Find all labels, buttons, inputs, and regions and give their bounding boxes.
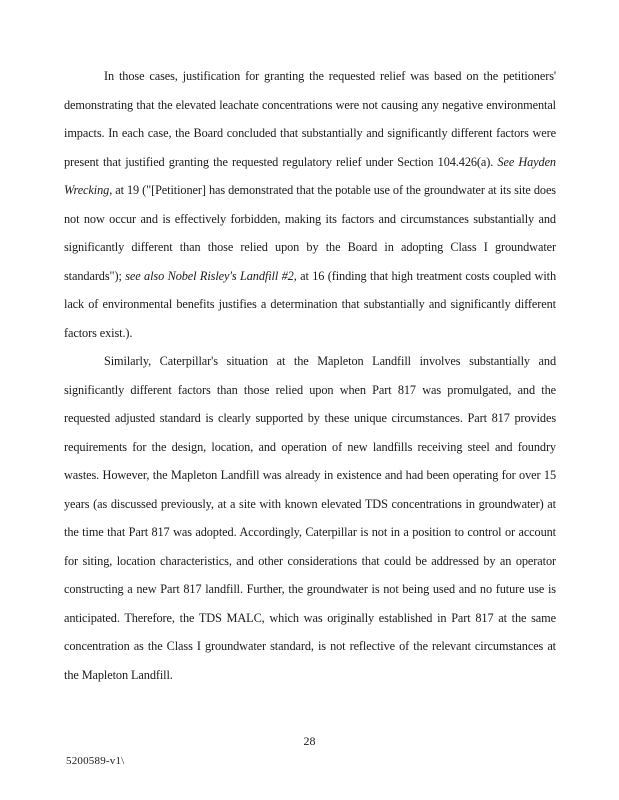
- text-run: In those cases, justification for granting the requested relief was based on the petitioners' demonstrating that the elevated leachate concentrations were not causing any negative environmental impacts. In each case, the Board concluded that substantially and significantly different factors were present that justified granting the requested regulatory relief under Section 104.426(a).: [64, 69, 556, 169]
- paragraph-justification: [64, 62, 556, 347]
- text-run: , at 19 ("[Petitioner] has demonstrated that the potable use of the groundwater at its site does not now occur and is effectively forbidden, making its factors and circumstances substantially and significantly different than those relied upon by the Board in adopting Class I groundwater standards");: [64, 183, 556, 283]
- case-citation: see also Nobel Risley's Landfill #2: [125, 268, 294, 283]
- paragraph-caterpillar-situation: [64, 347, 556, 689]
- page-number: 28: [303, 734, 316, 748]
- text-run: , at 16 (finding that high treatment costs coupled with lack of environmental benefits justifies a determination that substantially and significantly different factors exist.).: [64, 268, 556, 340]
- document-body: [64, 62, 556, 689]
- text-run: Similarly, Caterpillar's situation at the Mapleton Landfill involves substantially and significantly different factors than those relied upon when Part 817 was promulgated, and the requested adjusted standard is clearly supported by these unique circumstances. Part 817 provides requirements for the design, location, and operation of new landfills receiving steel and foundry wastes. However, the Mapleton Landfill was already in existence and had been operating for over 15 years (as discussed previously, at a site with known elevated TDS concentrations in groundwater) at the time that Part 817 was adopted. Accordingly, Caterpillar is not in a position to control or account for siting, location characteristics, and other considerations that could be addressed by an operator constructing a new Part 817 landfill. Further, the groundwater is not being used and no future use is anticipated. Therefore, the TDS MALC, which was originally established in Part 817 at the same concentration as the Class I groundwater standard, is not reflective of the relevant circumstances at the Mapleton Landfill.: [64, 354, 556, 682]
- document-id: 5200589-v1\: [66, 755, 125, 767]
- case-citation: See Hayden Wrecking: [64, 154, 556, 197]
